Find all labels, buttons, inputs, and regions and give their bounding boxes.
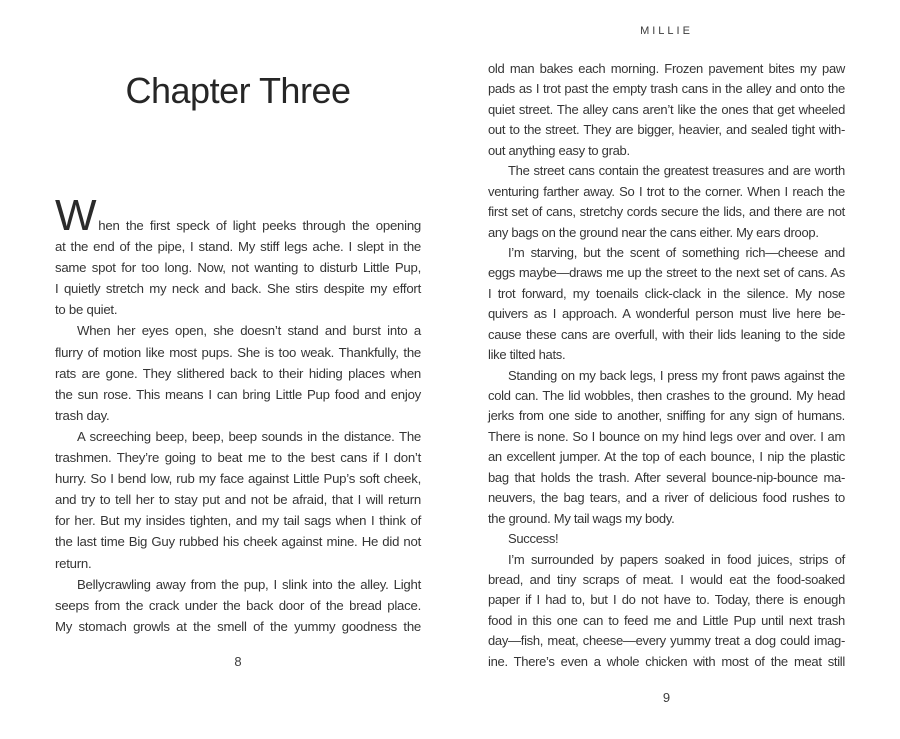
text-line: bread, and tiny scraps of meat. I would eat the food-soaked bbox=[488, 571, 845, 587]
text-line: trash day. bbox=[55, 407, 110, 423]
text-line: like tilted hats. bbox=[488, 347, 566, 363]
text-line: trashmen. They’re going to beat me to the best cans if I don’t bbox=[55, 450, 421, 466]
text-line: jerks from one side to another, sniffing for any sign of humans. bbox=[488, 408, 845, 424]
text-line: cold can. The lid wobbles, then crashes to the ground. My head bbox=[488, 388, 845, 403]
text-line: and try to tell her to stay put and not be afraid, that I will return bbox=[55, 492, 421, 508]
text-line: to be quiet. bbox=[55, 302, 118, 318]
text-line: Standing on my back legs, I press my front paws against the bbox=[508, 367, 845, 383]
text-line: A screeching beep, beep, beep sounds in the distance. The bbox=[77, 428, 421, 444]
right-page-text bbox=[488, 59, 845, 672]
text-line: quiet street. The alley cans aren’t like the ones that get wheeled bbox=[488, 101, 845, 117]
text-line: Success! bbox=[508, 531, 559, 547]
text-line: neuvers, the bag tears, and a river of delicious food rushes to bbox=[488, 490, 845, 506]
text-line: the sun rose. This means I can bring Little Pup food and enjoy bbox=[55, 386, 421, 402]
text-line: out to the street. They are bigger, heavier, and sealed tight with- bbox=[488, 122, 845, 138]
text-line: food in this one can to feed me and Little Pup until next trash bbox=[488, 612, 845, 628]
text-line: quivers as I approach. A wonderful person must live here be- bbox=[488, 306, 845, 322]
text-line: I trot forward, my toenails click-clack in the silence. My nose bbox=[488, 285, 845, 301]
text-line: I’m starving, but the scent of something rich—cheese and bbox=[508, 244, 845, 260]
text-line: same spot for too long. Now, not wanting to disturb Little Pup, bbox=[55, 260, 421, 276]
page-number-left: 8 bbox=[234, 654, 242, 669]
text-line: paper if I had to, but I do not have to. Today, there is enough bbox=[488, 592, 845, 608]
text-line: When her eyes open, she doesn’t stand and burst into a bbox=[77, 323, 421, 339]
text-line: I’m surrounded by papers soaked in food juices, strips of bbox=[508, 551, 845, 567]
text-line: out anything easy to grab. bbox=[488, 142, 630, 158]
text-line: seeps from the crack under the back door of the bread place. bbox=[55, 597, 421, 613]
text-line: any bags on the ground near the cans either. My ears droop. bbox=[488, 224, 819, 240]
text-line: the ground. My tail wags my body. bbox=[488, 510, 675, 526]
text-line: When the first speck of light peeks through the opening bbox=[55, 191, 421, 240]
text-line: eggs maybe—draws me up the street to the next set of cans. As bbox=[488, 265, 845, 281]
page-left bbox=[55, 0, 421, 739]
text-line: cause these cans are overfull, with their lids leaning to the side bbox=[488, 326, 845, 342]
text-line: flurry of motion like most pups. She is too weak. Thankfully, the bbox=[55, 344, 421, 360]
text-line: at the end of the pipe, I stand. My stiff legs ache. I slept in the bbox=[55, 239, 421, 255]
text-line: day—fish, meat, cheese—every yummy treat a dog could imag- bbox=[488, 633, 845, 649]
text-line: bag that holds the trash. After several bounce-nip-bounce ma- bbox=[488, 469, 845, 485]
text-line: ine. There’s even a whole chicken with most of the meat still bbox=[488, 653, 845, 669]
page-number-right: 9 bbox=[662, 690, 671, 705]
text-line: hurry. So I bend low, rub my face against Little Pup’s soft cheek, bbox=[55, 471, 421, 487]
text-line: The street cans contain the greatest treasures and are worth bbox=[508, 163, 845, 179]
left-page-text bbox=[55, 191, 421, 637]
text-line: return. bbox=[55, 555, 92, 571]
text-line: pads as I trot past the empty trash cans in the alley and onto the bbox=[488, 81, 845, 97]
text-line: an excellent jumper. At the top of each bounce, I nip the plastic bbox=[488, 449, 845, 465]
text-line: for her. But my insides tighten, and my tail sags when I think of bbox=[55, 513, 421, 529]
text-line: My stomach growls at the smell of the yummy goodness the bbox=[55, 618, 421, 634]
text-line: first set of cans, stretchy cords secure the lids, and there are not bbox=[488, 204, 845, 220]
drop-cap: W bbox=[55, 191, 97, 240]
text-line: the last time Big Guy rubbed his cheek against mine. He did not bbox=[55, 534, 421, 550]
text-line: venturing farther away. So I trot to the corner. When I reach the bbox=[488, 183, 845, 199]
text-line: rats are gone. They slithered back to their hiding places when bbox=[55, 365, 421, 381]
chapter-title: Chapter Three bbox=[125, 70, 351, 111]
running-header: MILLIE bbox=[640, 25, 693, 37]
text-line: Bellycrawling away from the pup, I slink into the alley. Light bbox=[77, 576, 421, 592]
text-line: There is none. So I bounce on my hind legs over and over. I am bbox=[488, 428, 845, 444]
page-right bbox=[488, 0, 845, 739]
text-line: I quietly stretch my neck and back. She stirs despite my effort bbox=[55, 281, 421, 297]
text-line: old man bakes each morning. Frozen pavement bites my paw bbox=[488, 61, 845, 76]
